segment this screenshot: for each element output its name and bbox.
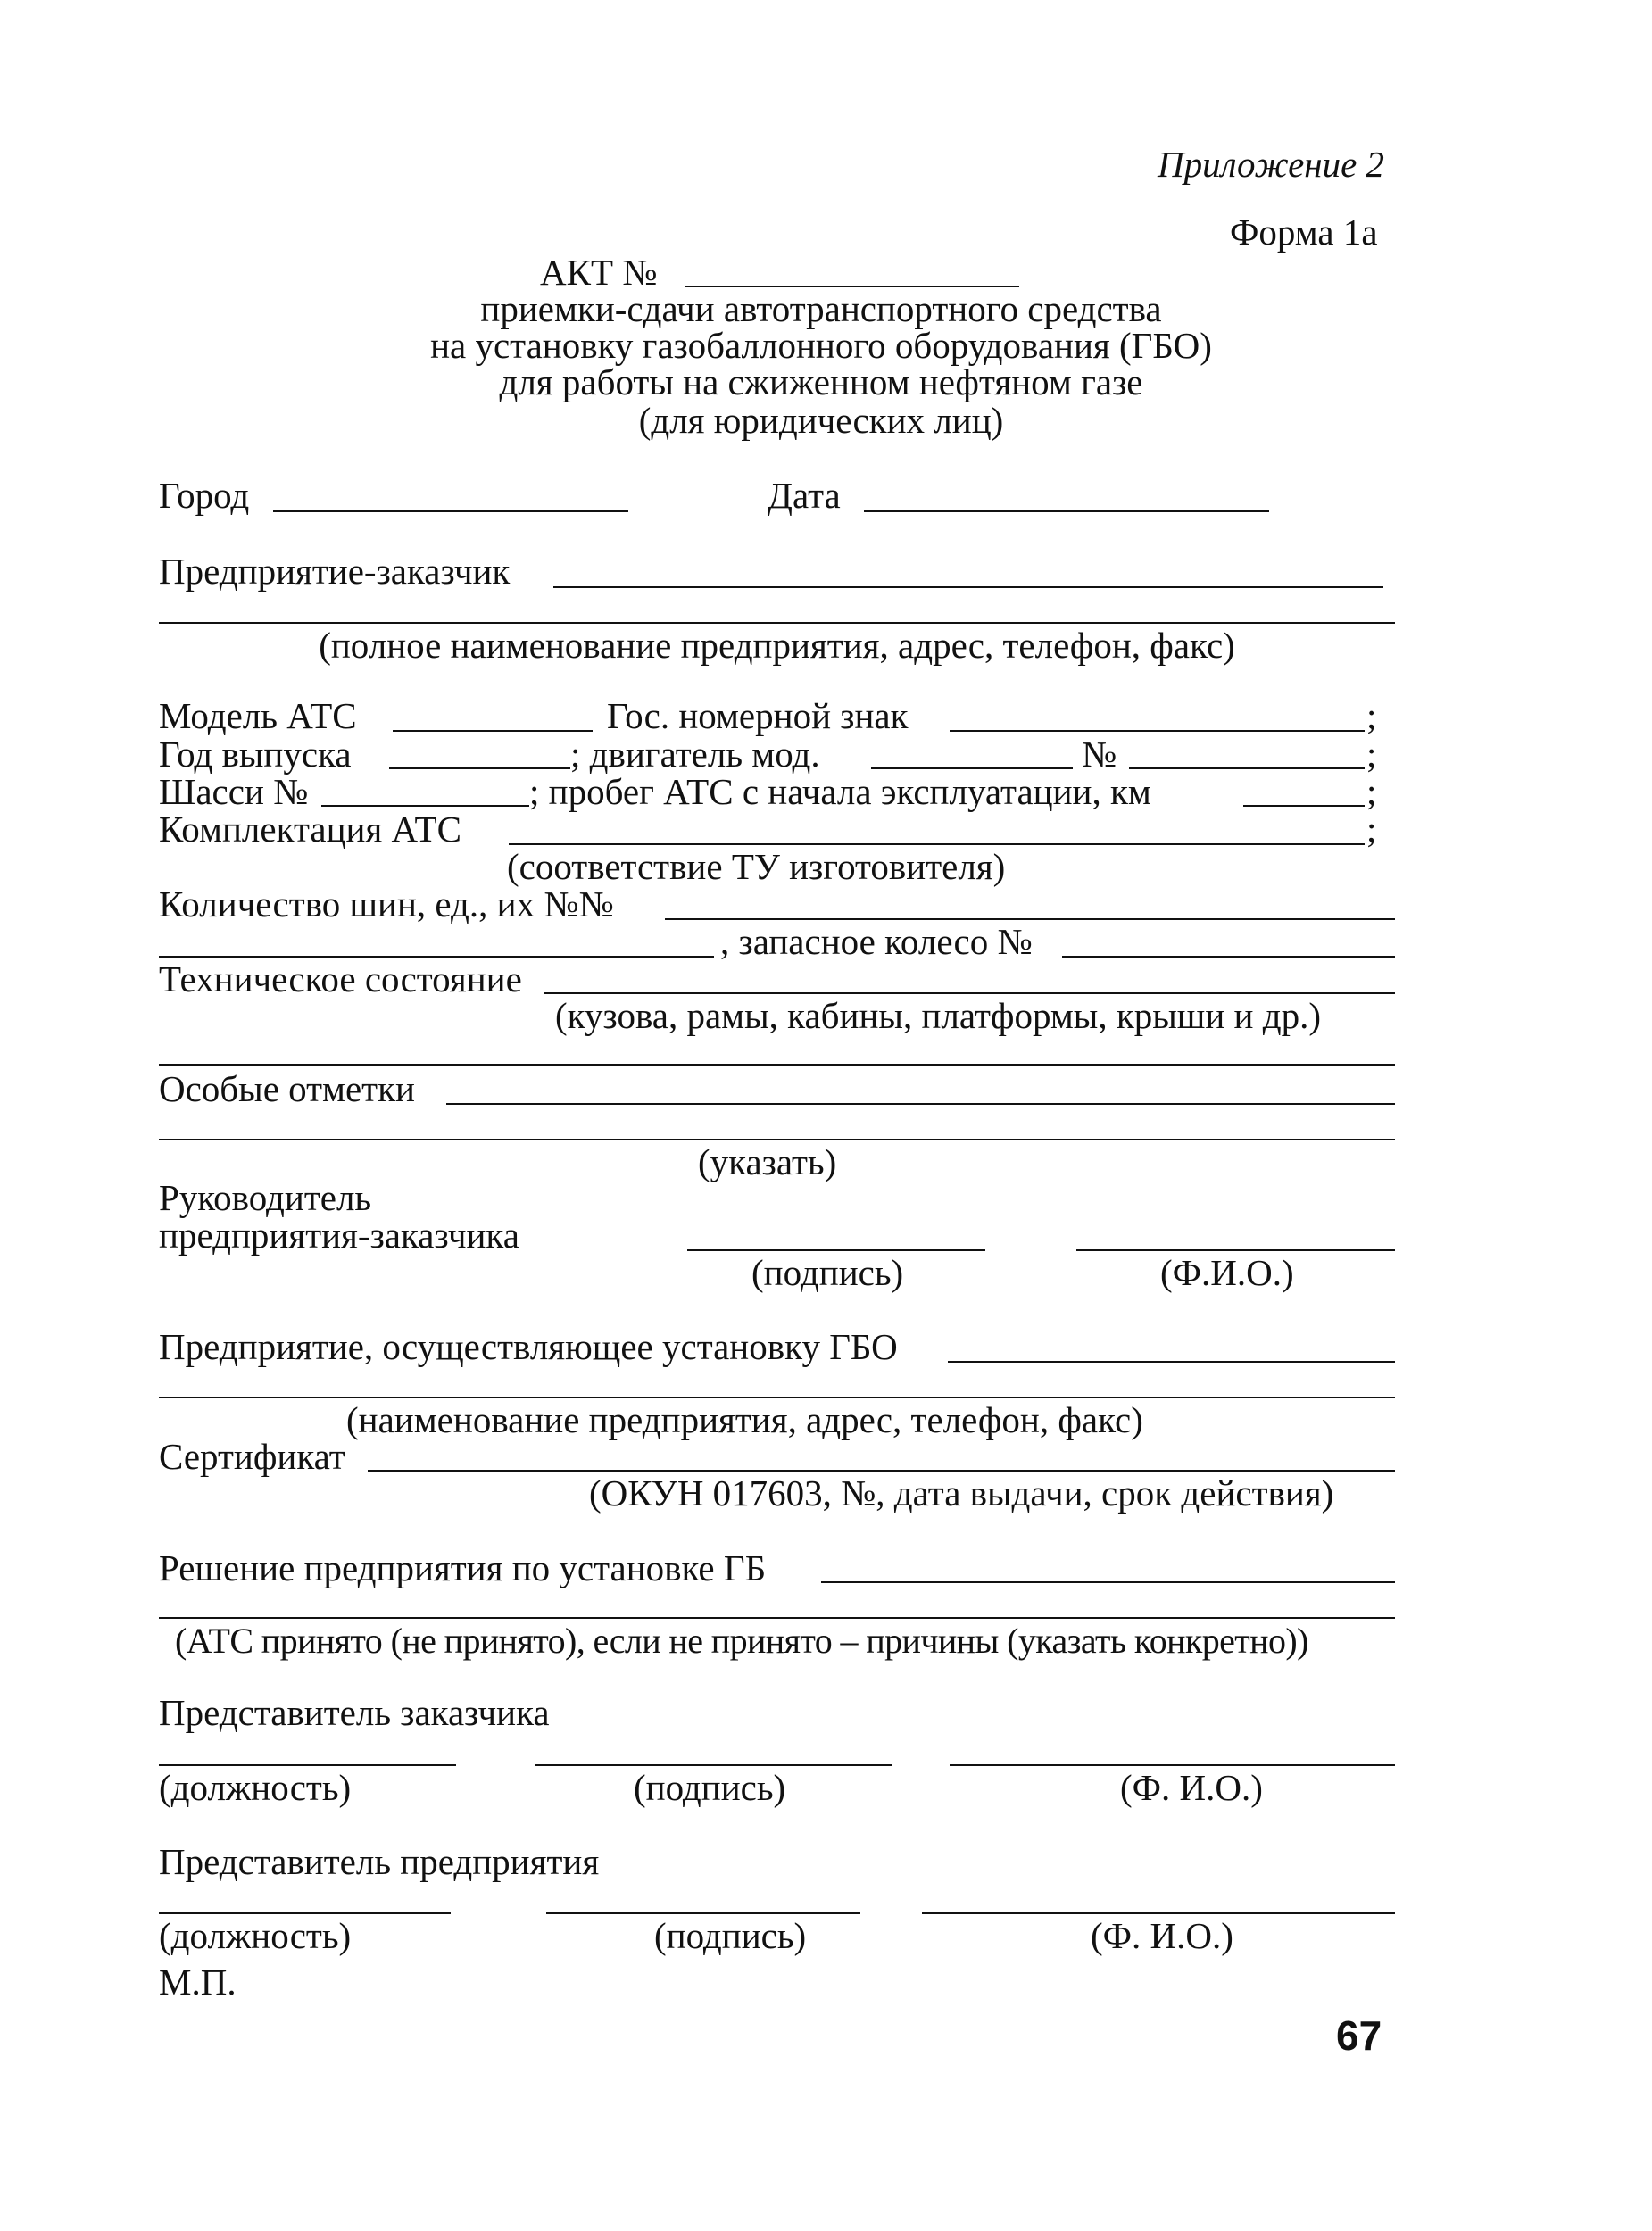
company-rep-fio-line[interactable]	[922, 1912, 1395, 1914]
title-line-2: на установку газобаллонного оборудования (ГБО)	[430, 325, 1212, 366]
customer-rep-position-hint: (должность)	[159, 1767, 352, 1808]
engine-semicolon: ;	[1366, 734, 1377, 775]
customer-hint: (полное наименование предприятия, адрес, телефон, факс)	[319, 625, 1235, 666]
form-label: Форма 1а	[1230, 211, 1378, 253]
manager-label-2: предприятия-заказчика	[159, 1215, 519, 1256]
engine-number-label: №	[1082, 734, 1117, 775]
notes-label: Особые отметки	[159, 1068, 415, 1109]
installer-hint: (наименование предприятия, адрес, телефон, факс)	[346, 1399, 1143, 1440]
installer-line-1[interactable]	[948, 1361, 1395, 1363]
manager-fio-hint: (Ф.И.О.)	[1160, 1252, 1294, 1293]
year-label: Год выпуска	[159, 734, 352, 775]
engine-label: ; двигатель мод.	[570, 734, 820, 775]
completeness-hint: (соответствие ТУ изготовителя)	[507, 846, 1006, 887]
notes-line-1[interactable]	[446, 1103, 1395, 1105]
tires-line-2[interactable]	[159, 956, 714, 958]
tech-state-line-1[interactable]	[544, 992, 1395, 994]
company-rep-label: Представитель предприятия	[159, 1841, 600, 1882]
decision-line-2[interactable]	[159, 1617, 1395, 1619]
chassis-label: Шасси №	[159, 771, 309, 812]
tech-state-hint: (кузова, рамы, кабины, платформы, крыши и др.)	[555, 995, 1322, 1036]
customer-rep-fio-hint: (Ф. И.О.)	[1120, 1767, 1263, 1808]
company-rep-position-line[interactable]	[159, 1912, 451, 1914]
mileage-label: ; пробег АТС с начала эксплуатации, км	[529, 771, 1151, 812]
title-line-1: приемки-сдачи автотранспортного средства	[480, 288, 1162, 329]
company-rep-signature-hint: (подпись)	[654, 1915, 807, 1956]
model-label: Модель АТС	[159, 695, 357, 736]
tech-state-label: Техническое состояние	[159, 958, 522, 999]
manager-signature-line[interactable]	[687, 1249, 985, 1251]
appendix-label: Приложение 2	[1158, 144, 1385, 185]
customer-rep-position-line[interactable]	[159, 1764, 456, 1766]
year-line[interactable]	[389, 767, 570, 769]
chassis-line[interactable]	[321, 805, 529, 807]
installer-line-2[interactable]	[159, 1397, 1395, 1398]
title-line-4: (для юридических лиц)	[638, 400, 1004, 441]
title-line-3: для работы на сжиженном нефтяном газе	[499, 361, 1143, 402]
date-label: Дата	[768, 475, 841, 516]
plate-line[interactable]	[950, 730, 1365, 732]
tires-line-1[interactable]	[665, 918, 1395, 920]
completeness-line[interactable]	[509, 843, 1365, 845]
city-label: Город	[159, 475, 250, 516]
installer-label: Предприятие, осуществляющее установку ГБО	[159, 1326, 898, 1367]
engine-number-line[interactable]	[1129, 767, 1365, 769]
completeness-label: Комплектация АТС	[159, 809, 461, 850]
decision-label: Решение предприятия по установке ГБ	[159, 1547, 767, 1588]
model-line[interactable]	[393, 730, 593, 732]
engine-line[interactable]	[871, 767, 1073, 769]
seal-label: М.П.	[159, 1961, 237, 2003]
company-rep-fio-hint: (Ф. И.О.)	[1091, 1915, 1233, 1956]
act-number-line	[685, 286, 1019, 287]
customer-rep-signature-hint: (подпись)	[634, 1767, 786, 1808]
manager-label-1: Руководитель	[159, 1177, 372, 1218]
customer-rep-fio-line[interactable]	[950, 1764, 1395, 1766]
plate-semicolon: ;	[1366, 695, 1377, 736]
completeness-semicolon: ;	[1366, 809, 1377, 850]
page-number: 67	[1336, 2012, 1382, 2059]
date-line[interactable]	[864, 510, 1269, 512]
certificate-line[interactable]	[368, 1470, 1395, 1472]
act-number-label: АКТ №	[540, 252, 658, 293]
spare-wheel-line[interactable]	[1062, 956, 1395, 958]
mileage-line[interactable]	[1243, 805, 1365, 807]
company-rep-position-hint: (должность)	[159, 1915, 352, 1956]
notes-hint: (указать)	[698, 1141, 837, 1182]
customer-line-1[interactable]	[553, 586, 1383, 588]
certificate-hint: (ОКУН 017603, №, дата выдачи, срок действия)	[589, 1472, 1334, 1514]
plate-label: Гос. номерной знак	[607, 695, 909, 736]
decision-hint: (АТС принято (не принято), если не принято – причины (указать конкретно))	[175, 1621, 1308, 1661]
customer-line-2[interactable]	[159, 622, 1395, 624]
tech-state-line-2[interactable]	[159, 1064, 1395, 1066]
customer-rep-label: Представитель заказчика	[159, 1692, 550, 1733]
decision-line-1[interactable]	[821, 1581, 1395, 1583]
mileage-semicolon: ;	[1366, 771, 1377, 812]
customer-label: Предприятие-заказчик	[159, 551, 511, 592]
manager-signature-hint: (подпись)	[751, 1252, 904, 1293]
notes-line-2[interactable]	[159, 1139, 1395, 1140]
spare-wheel-label: , запасное колесо №	[720, 921, 1033, 962]
customer-rep-signature-line[interactable]	[535, 1764, 892, 1766]
company-rep-signature-line[interactable]	[546, 1912, 860, 1914]
city-line[interactable]	[273, 510, 628, 512]
tires-label: Количество шин, ед., их №№	[159, 883, 614, 925]
manager-fio-line[interactable]	[1076, 1249, 1395, 1251]
certificate-label: Сертификат	[159, 1436, 345, 1477]
